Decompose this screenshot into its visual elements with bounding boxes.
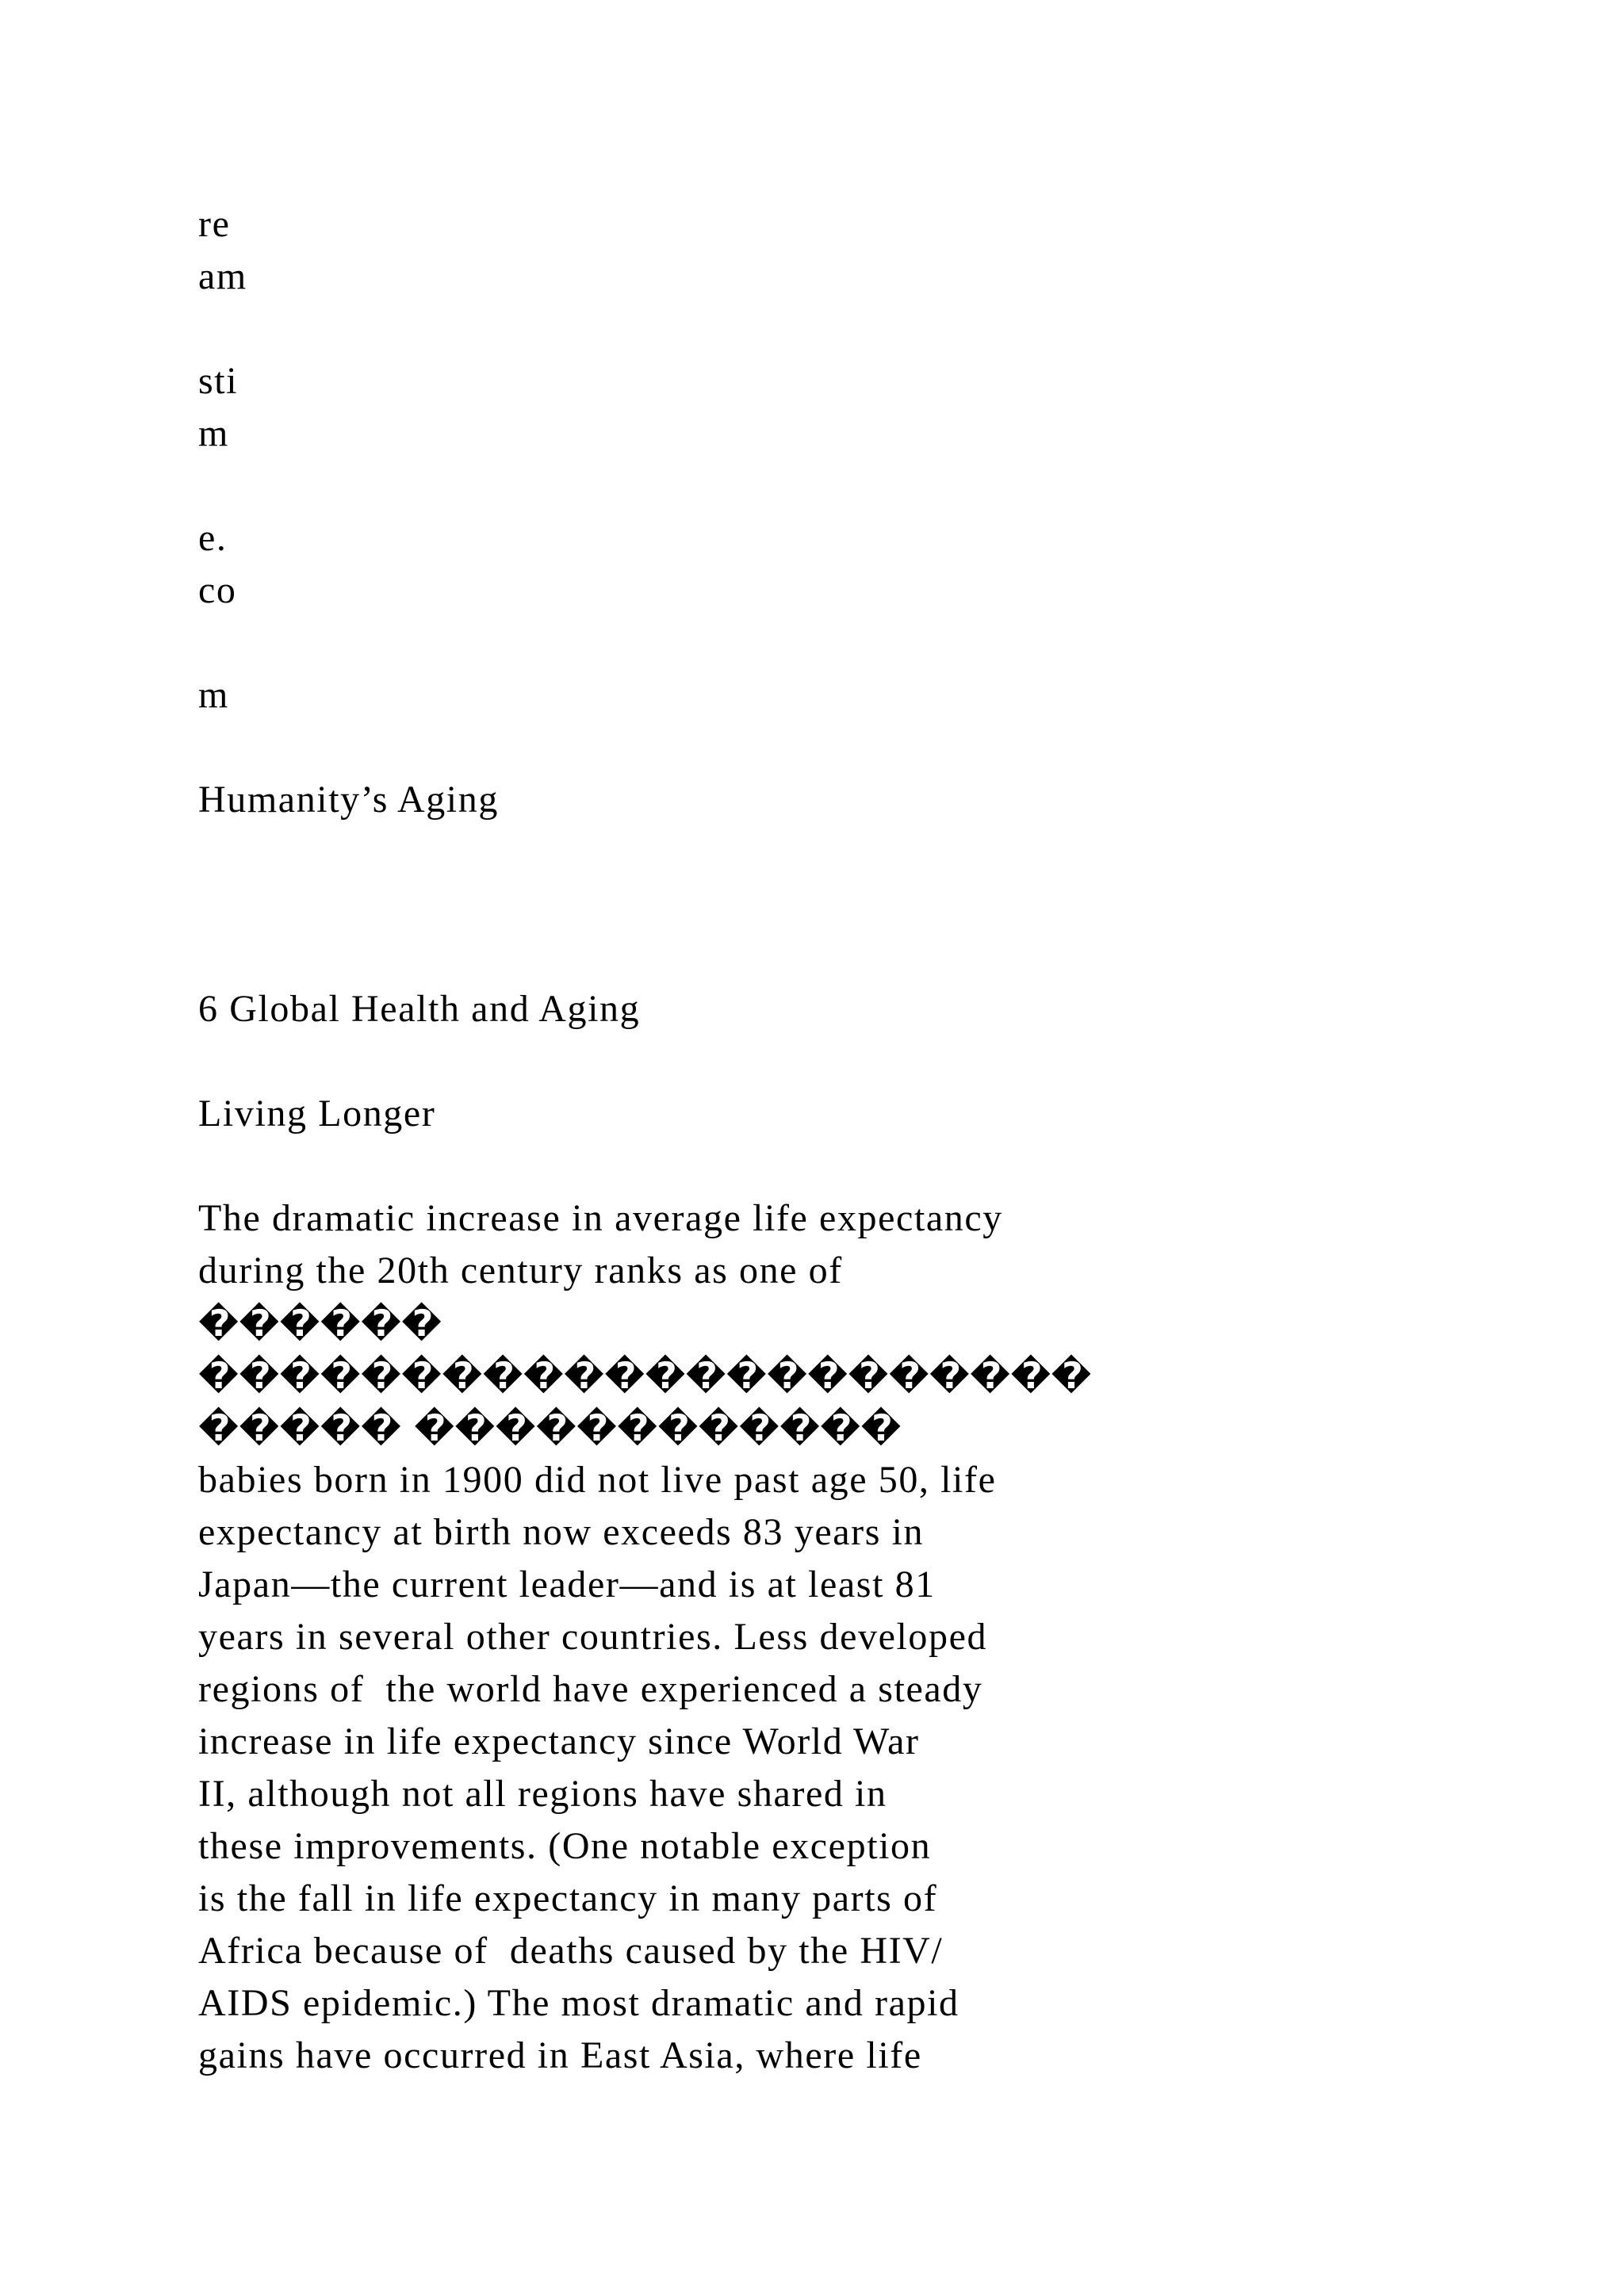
subsection-title: Living Longer xyxy=(198,1093,436,1135)
corrupted-glyph-line: ����� ������������ xyxy=(198,1406,902,1449)
body-line: Africa because of deaths caused by the HIV/ xyxy=(198,1930,944,1972)
running-header: 6 Global Health and Aging xyxy=(198,988,641,1030)
body-line: expectancy at birth now exceeds 83 years in xyxy=(198,1511,925,1553)
corrupted-glyph-line: ������ xyxy=(198,1302,442,1345)
watermark-fragment: e. xyxy=(198,517,228,559)
watermark-fragment: m xyxy=(198,674,229,716)
section-title: Humanity’s Aging xyxy=(198,779,499,821)
body-line: these improvements. (One notable exception xyxy=(198,1825,932,1867)
body-line: during the 20th century ranks as one of xyxy=(198,1249,854,1292)
body-line: The dramatic increase in average life expectancy xyxy=(198,1197,1003,1239)
watermark-fragment: co xyxy=(198,569,237,611)
body-line: increase in life expectancy since World War xyxy=(198,1720,920,1762)
watermark-fragment: sti xyxy=(198,360,239,402)
body-line: is the fall in life expectancy in many parts of xyxy=(198,1877,938,1919)
body-line: II, although not all regions have shared in xyxy=(198,1773,887,1815)
corrupted-glyph-line: ���������������������� xyxy=(198,1354,1092,1397)
body-line: regions of the world have experienced a steady xyxy=(198,1668,983,1710)
body-line: babies born in 1900 did not live past age 50, life xyxy=(198,1459,997,1501)
body-line: years in several other countries. Less developed xyxy=(198,1616,988,1658)
body-line: AIDS epidemic.) The most dramatic and rapid xyxy=(198,1982,959,2024)
body-line: gains have occurred in East Asia, where life xyxy=(198,2034,922,2076)
watermark-fragment: am xyxy=(198,255,247,297)
watermark-fragment: re xyxy=(198,203,231,245)
watermark-fragment: m xyxy=(198,412,229,454)
body-line: Japan—the current leader—and is at least 81 xyxy=(198,1563,936,1605)
